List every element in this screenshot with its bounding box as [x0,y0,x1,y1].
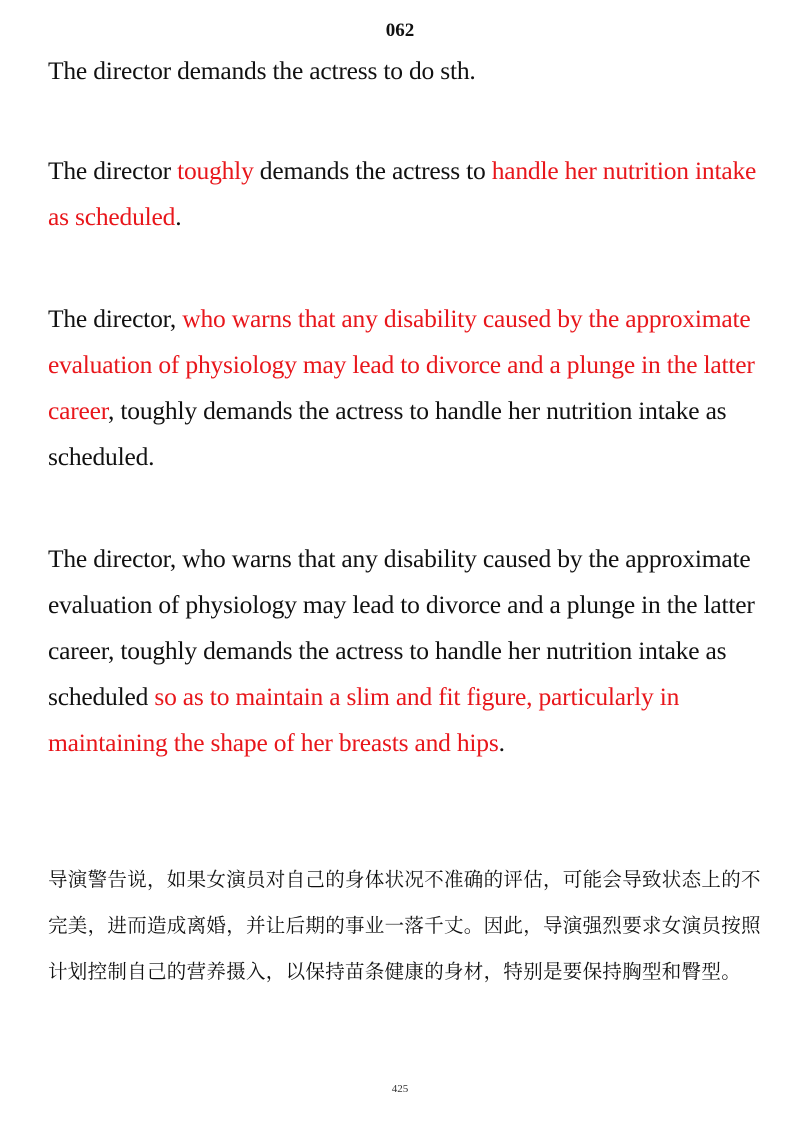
sentence-3 [48,296,768,480]
sentence-1 [48,48,768,94]
text-segment: The director [48,156,178,185]
sentence-list [48,48,768,766]
exercise-number: 062 [385,20,415,41]
text-segment: , toughly demands the actress to handle her nutrition intake as scheduled. [48,396,727,471]
highlight-segment: so as to maintain a slim and fit figure, particularly in maintaining the shape of her breasts and hips [48,682,680,757]
sentence-2 [48,148,768,240]
highlight-segment: who warns that any disability caused by the approximate evaluation of physiology may lead to divorce and a plunge in the latter career [48,304,755,425]
sentence-4 [48,536,768,766]
chinese-translation: 导演警告说，如果女演员对自己的身体状况不准确的评估，可能会导致状态上的不完美，进而造成离婚，并让后期的事业一落千丈。因此，导演强烈要求女演员按照计划控制自己的营养摄入，以保持苗条健康的身材，特别是要保持胸型和臀型。 [48,868,761,983]
text-segment: The director, who warns that any disability caused by the approximate evaluation of physiology may lead to divorce and a plunge in the latter career, toughly demands the actress to handle her nutrition intake as scheduled [48,544,755,711]
highlight-segment: toughly [177,156,254,185]
text-segment: demands the actress to [253,156,492,185]
text-segment: . [175,202,182,231]
page-number: 425 [391,1083,409,1095]
text-segment: The director, [48,304,183,333]
text-segment: The director demands the actress to do sth. [48,56,476,85]
text-segment: . [498,728,505,757]
highlight-segment: handle her nutrition intake as scheduled [48,156,757,231]
